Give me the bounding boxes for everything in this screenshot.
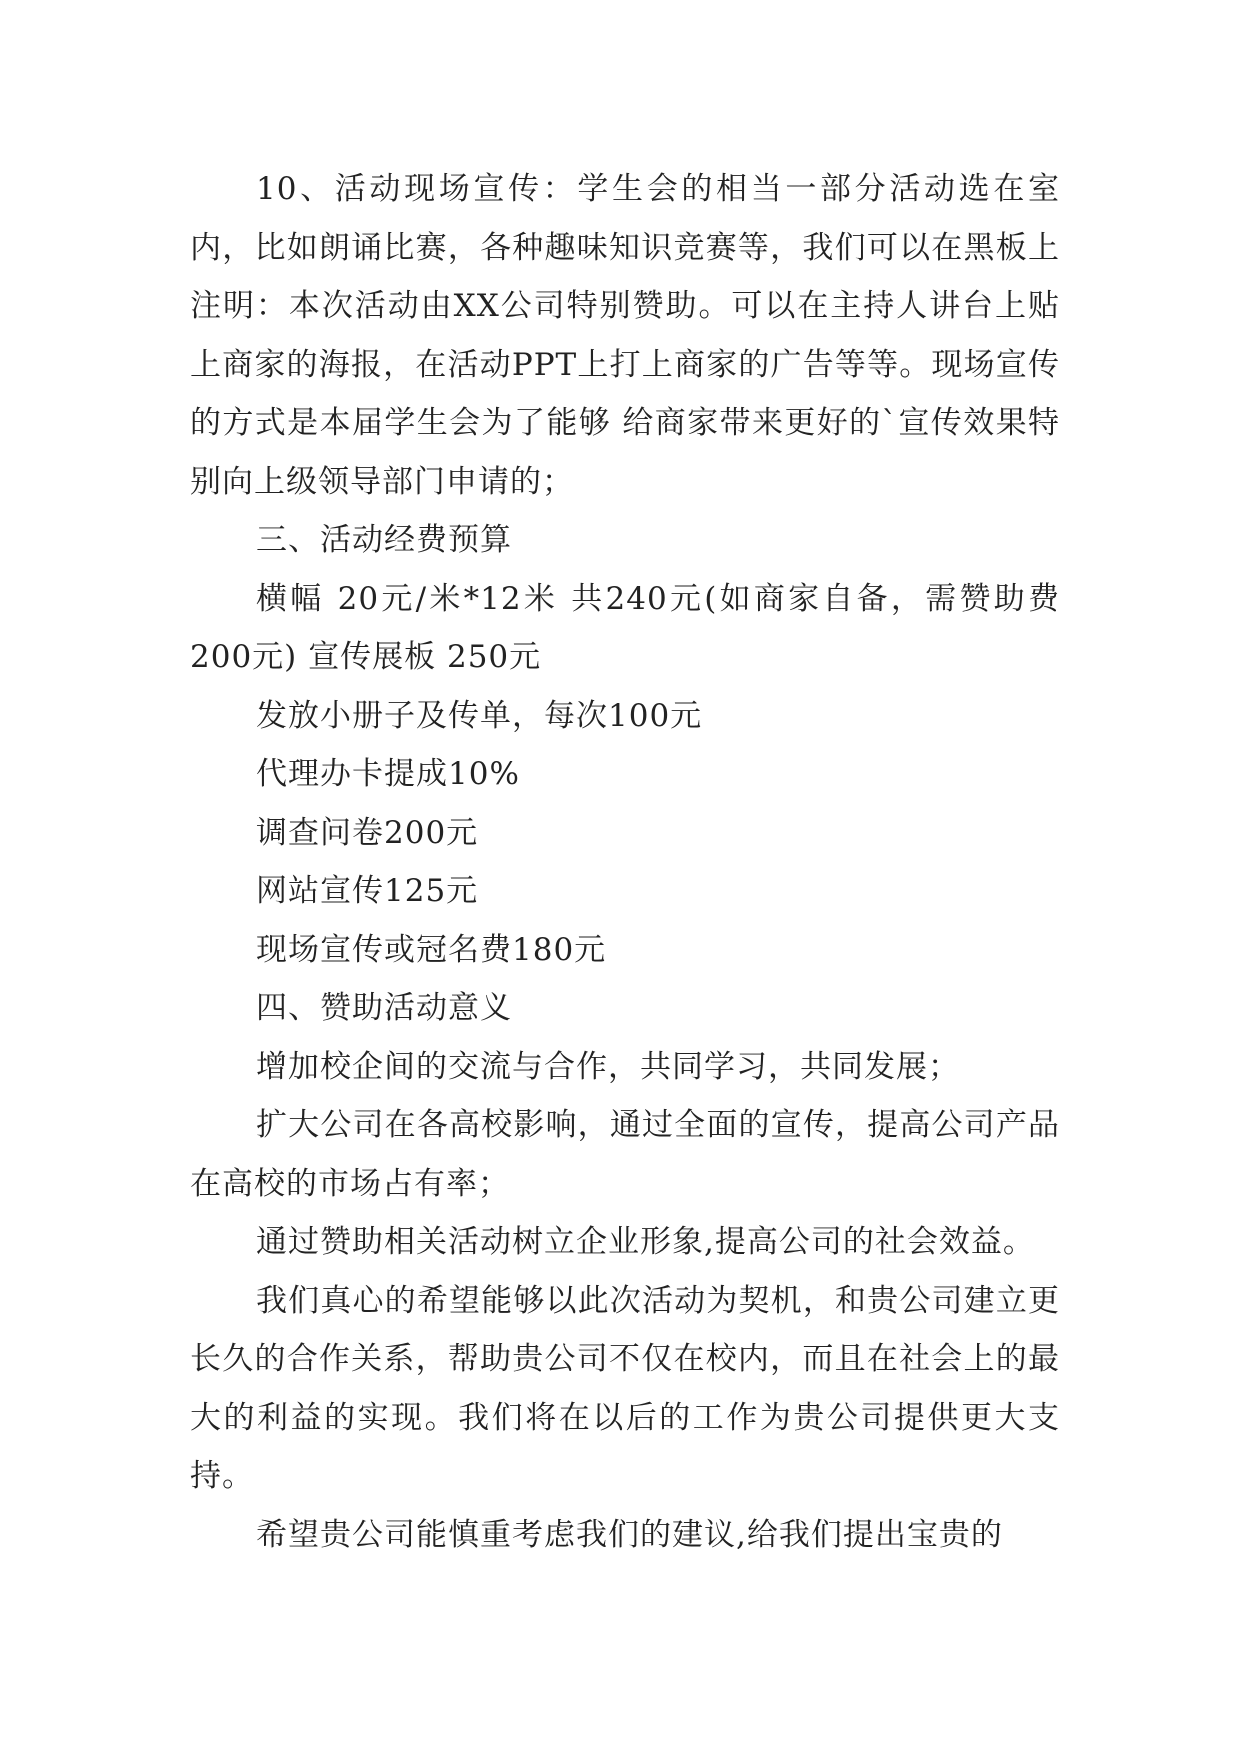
paragraph-onsite-promotion: 10、活动现场宣传：学生会的相当一部分活动选在室内，比如朗诵比赛，各种趣味知识竞赛等，我们可以在黑板上注明：本次活动由XX公司特别赞助。可以在主持人讲台上贴上商家的海报，在活动PPT上打上商家的广告等等。现场宣传的方式是本届学生会为了能够 给商家带来更好的`宣传效果特别向上级领导部门申请的；	[190, 171, 1060, 500]
budget-item-banner: 横幅 20元/米*12米 共240元(如商家自备，需赞助费200元) 宣传展板 250元	[190, 580, 1060, 675]
paragraph-cooperation: 我们真心的希望能够以此次活动为契机，和贵公司建立更长久的合作关系，帮助贵公司不仅在校内，而且在社会上的最大的利益的实现。我们将在以后的工作为贵公司提供更大支持。	[190, 1282, 1060, 1494]
budget-item-flyers: 发放小册子及传单，每次100元	[256, 697, 703, 734]
budget-item-card-commission: 代理办卡提成10%	[256, 756, 520, 792]
budget-item-website: 网站宣传125元	[256, 873, 479, 909]
budget-item-survey: 调查问卷200元	[256, 814, 479, 851]
heading-significance: 四、赞助活动意义	[256, 990, 512, 1026]
heading-budget: 三、活动经费预算	[256, 522, 512, 558]
significance-item-exchange: 增加校企间的交流与合作，共同学习，共同发展；	[256, 1048, 960, 1085]
paragraph-closing: 希望贵公司能慎重考虑我们的建议,给我们提出宝贵的	[256, 1516, 1003, 1553]
document-body	[190, 160, 1060, 1564]
significance-item-influence: 扩大公司在各高校影响，通过全面的宣传，提高公司产品在高校的市场占有率；	[190, 1107, 1060, 1202]
significance-item-image: 通过赞助相关活动树立企业形象,提高公司的社会效益。	[256, 1224, 1035, 1260]
budget-item-naming-fee: 现场宣传或冠名费180元	[256, 931, 607, 968]
